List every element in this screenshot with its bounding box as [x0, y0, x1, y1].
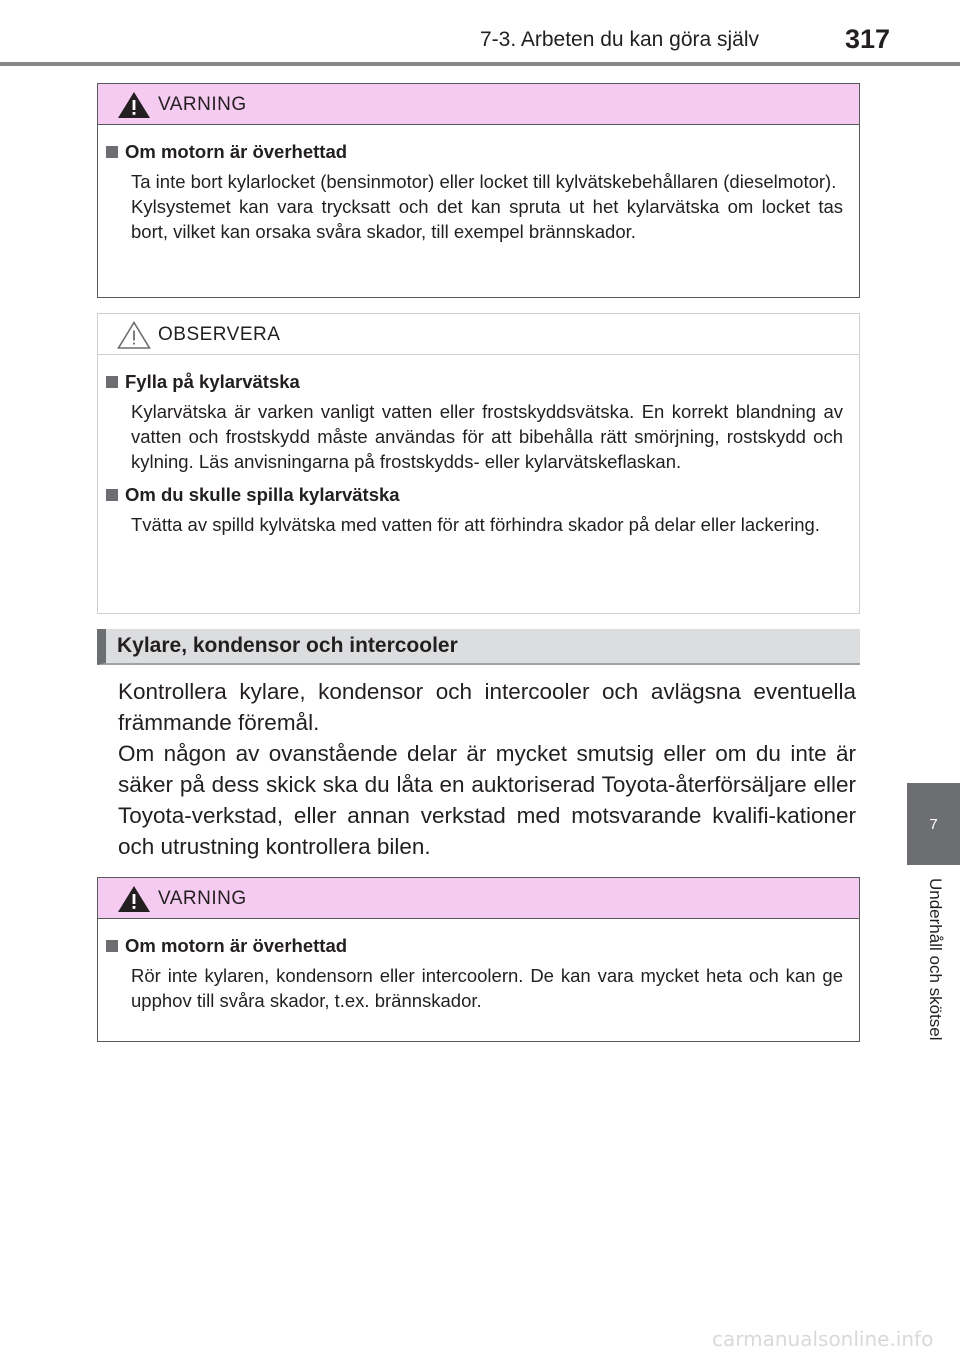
square-bullet-icon: [106, 146, 118, 158]
square-bullet-icon: [106, 940, 118, 952]
warning-item-text: Rör inte kylaren, kondensorn eller intercoolern. De kan vara mycket heta och kan ge upphov till svåra skador, t.ex. brännskador.: [131, 965, 843, 1011]
square-bullet-icon: [106, 489, 118, 501]
section-body: [118, 676, 856, 862]
warning-header: [98, 878, 859, 919]
caution-item-text: Kylarvätska är varken vanligt vatten eller frostskyddsvätska. En korrekt blandning av vatten och frostskydd måste användas för att bibehålla rätt smörjning, rostskydd och kylning. Läs anvisningarna på frostskydds- eller kylarvätskeflaskan.: [131, 401, 843, 472]
page-number: 317: [845, 24, 891, 54]
warning-triangle-icon: [117, 885, 151, 913]
header-divider: [0, 62, 960, 66]
chapter-title-vertical: Underhåll och skötsel: [926, 878, 945, 1041]
watermark: carmanualsonline.info: [712, 1327, 934, 1351]
warning-label: VARNING: [158, 94, 247, 115]
caution-box: [97, 313, 860, 614]
warning-item-title: Om motorn är överhettad: [106, 141, 843, 163]
chapter-tab: [907, 783, 960, 865]
warning-item-text: Kylsystemet kan vara trycksatt och det kan spruta ut het kylarvätska om locket tas bort, vilket kan orsaka svåra skador, till exempel brännskador.: [131, 196, 843, 242]
warning-item-text: Ta inte bort kylarlocket (bensinmotor) eller locket till kylvätskebehållaren (dieselmotor).: [131, 171, 837, 192]
running-header-title: 7-3. Arbeten du kan göra själv: [480, 28, 760, 51]
warning-label: VARNING: [158, 888, 247, 909]
section-heading: Kylare, kondensor och intercooler: [97, 629, 860, 665]
square-bullet-icon: [106, 376, 118, 388]
warning-header: [98, 84, 859, 125]
caution-item-title: Om du skulle spilla kylarvätska: [106, 484, 843, 506]
body-paragraph: Om någon av ovanstående delar är mycket smutsig eller om du inte är säker på dess skick ska du låta en auktoriserad Toyota-återförsäljare eller Toyota-verkstad, eller annan verkstad med motsvarande kvalifi-kationer och utrustning kontrollera bilen.: [118, 741, 856, 859]
caution-label: OBSERVERA: [158, 324, 281, 345]
body-paragraph: Kontrollera kylare, kondensor och intercooler och avlägsna eventuella främmande föremål.: [118, 679, 856, 735]
warning-box: [97, 877, 860, 1042]
warning-item-title: Om motorn är överhettad: [106, 935, 843, 957]
caution-item-title: Fylla på kylarvätska: [106, 371, 843, 393]
chapter-number: 7: [929, 815, 938, 833]
warning-triangle-icon: [117, 91, 151, 119]
caution-triangle-icon: [117, 321, 151, 349]
warning-box: [97, 83, 860, 298]
caution-item-text: Tvätta av spilld kylvätska med vatten för att förhindra skador på delar eller lackering.: [131, 514, 820, 535]
caution-header: [98, 314, 859, 355]
